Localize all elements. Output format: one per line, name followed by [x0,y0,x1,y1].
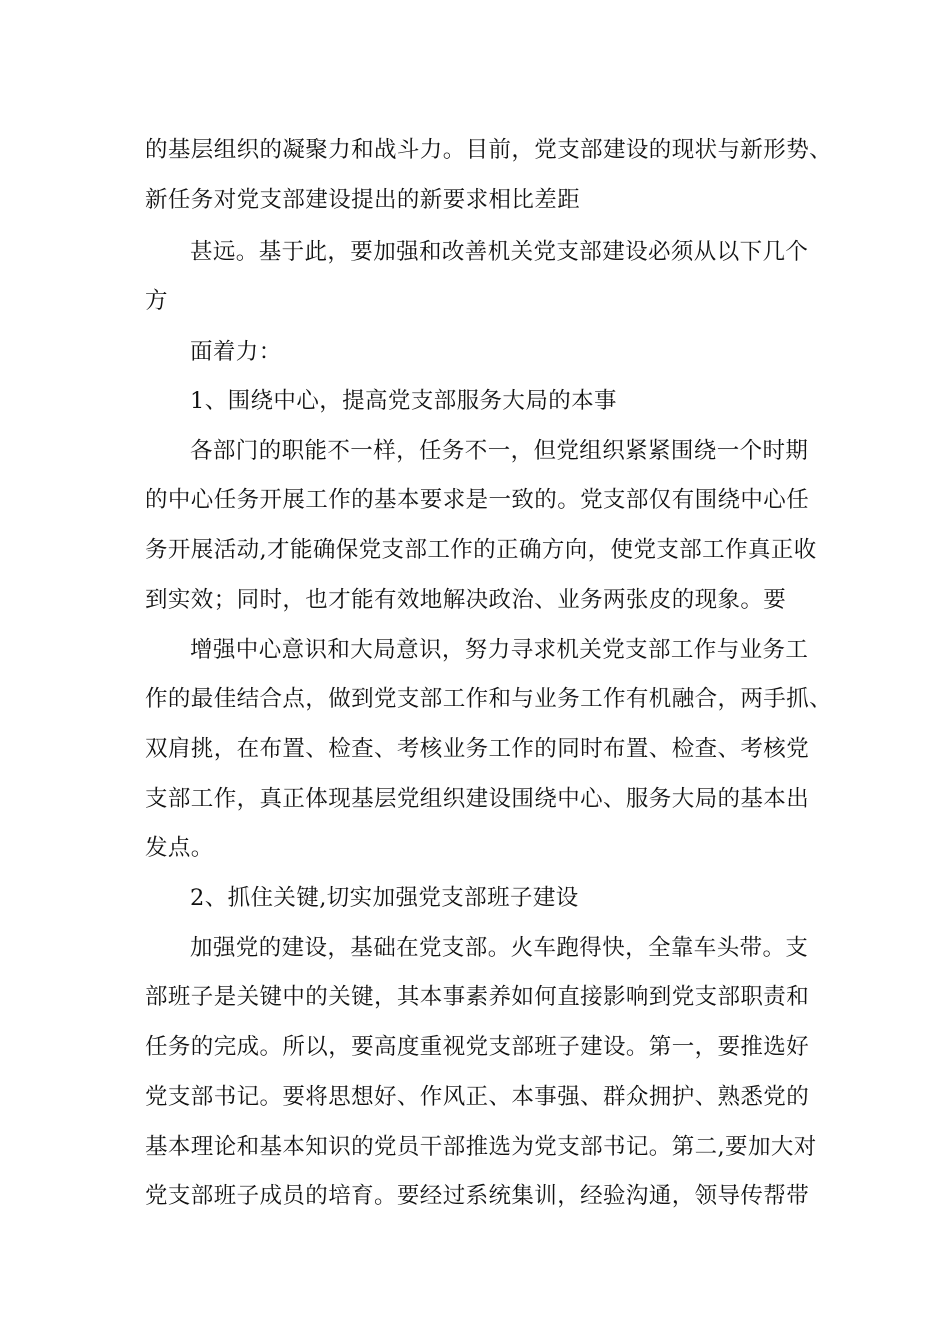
section-heading-1: 1、围绕中心，提高党支部服务大局的本事 [190,388,617,414]
text-line: 到实效；同时，也才能有效地解决政治、业务两张皮的现象。要 [145,587,787,613]
text-line: 部班子是关键中的关键，其本事素养如何直接影响到党支部职责和 [145,984,810,1010]
text-line: 支部工作，真正体现基层党组织建设围绕中心、服务大局的基本出 [145,786,810,812]
paragraph-start-line: 面着力： [190,339,282,365]
paragraph-start-line: 甚远。基于此，要加强和改善机关党支部建设必须从以下几个 [190,239,809,265]
text-line: 党支部班子成员的培育。要经过系统集训，经验沟通，领导传帮带 [145,1183,810,1209]
text-line: 新任务对党支部建设提出的新要求相比差距 [145,187,581,213]
text-line: 的基层组织的凝聚力和战斗力。目前，党支部建设的现状与新形势、 [145,137,833,163]
text-line: 双肩挑，在布置、检查、考核业务工作的同时布置、检查、考核党 [145,736,810,762]
text-line: 发点。 [145,835,214,861]
text-line: 党支部书记。要将思想好、作风正、本事强、群众拥护、熟悉党的 [145,1084,810,1110]
text-line: 务开展活动,才能确保党支部工作的正确方向，使党支部工作真正收 [145,537,817,563]
text-line: 方 [145,288,168,314]
paragraph-start-line: 各部门的职能不一样，任务不一，但党组织紧紧围绕一个时期 [190,438,809,464]
section-heading-2: 2、抓住关键,切实加强党支部班子建设 [190,885,579,911]
text-line: 任务的完成。所以，要高度重视党支部班子建设。第一，要推选好 [145,1034,810,1060]
paragraph-start-line: 加强党的建设，基础在党支部。火车跑得快，全靠车头带。支 [190,935,809,961]
text-line: 作的最佳结合点，做到党支部工作和与业务工作有机融合，两手抓、 [145,686,833,712]
text-line: 基本理论和基本知识的党员干部推选为党支部书记。第二,要加大对 [145,1134,817,1160]
text-line: 的中心任务开展工作的基本要求是一致的。党支部仅有围绕中心任 [145,487,810,513]
paragraph-start-line: 增强中心意识和大局意识，努力寻求机关党支部工作与业务工 [190,637,809,663]
